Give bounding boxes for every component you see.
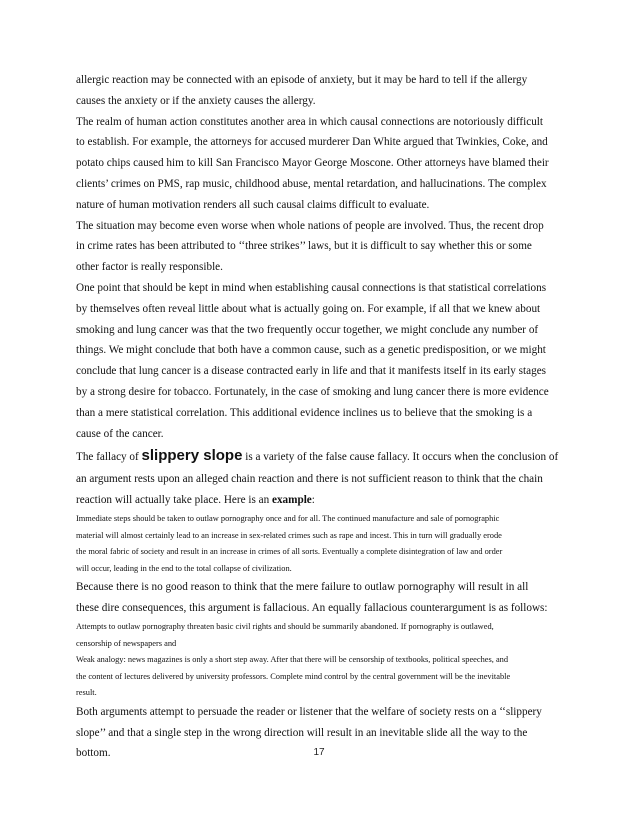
paragraph-fallacious — [76, 577, 568, 619]
text-line: causes the anxiety or if the anxiety causes the allergy. — [76, 94, 316, 107]
paragraph-statistical-correlation — [76, 278, 568, 444]
paragraph-human-action — [76, 112, 568, 216]
paragraph-nations — [76, 216, 568, 278]
text-line — [76, 490, 568, 511]
example-quote-pornography — [76, 511, 568, 577]
text-line: by a strong desire for tobacco. Fortunately, in the case of smoking and lung cancer there is more evidence — [76, 385, 549, 398]
text-line: Because there is no good reason to think that the mere failure to outlaw pornography will result in all — [76, 581, 529, 594]
text-line: censorship of newspapers and — [76, 638, 177, 648]
text-line: Weak analogy: news magazines is only a short step away. After that there will be censorship of textbooks, political speeches, and — [76, 655, 509, 665]
text-line: The realm of human action constitutes another area in which causal connections are notoriously difficult — [76, 115, 544, 128]
text-line: in crime rates has been attributed to ‘‘three strikes’’ laws, but it is difficult to say whether this or some — [76, 240, 532, 253]
text-line: material will almost certainly lead to an increase in sex-related crimes such as rape and incest. This in turn will gradually erode — [76, 530, 502, 540]
text-line: One point that should be kept in mind when establishing causal connections is that statistical correlations — [76, 281, 547, 294]
paragraph-allergy — [76, 70, 568, 112]
term-slippery-slope: slippery slope — [141, 447, 243, 465]
text-line: smoking and lung cancer was that the two frequently occur together, we might conclude any number of — [76, 323, 539, 336]
text-line: result. — [76, 688, 97, 698]
text-line: things. We might conclude that both have a common cause, such as a genetic predisposition, or we might — [76, 344, 546, 357]
text-line: potato chips caused him to kill San Francisco Mayor George Moscone. Other attorneys have blamed their — [76, 157, 549, 170]
text-line: allergic reaction may be connected with an episode of anxiety, but it may be hard to tell if the allergy — [76, 74, 528, 86]
text-line: will occur, leading in the end to the total collapse of civilization. — [76, 563, 292, 573]
text-line: Immediate steps should be taken to outlaw pornography once and for all. The continued manufacture and sale of pornographic — [76, 513, 500, 523]
text-span: is a variety of the false cause fallacy. It occurs when the conclusion of — [242, 451, 559, 464]
text-line: other factor is really responsible. — [76, 261, 223, 274]
term-example: example — [272, 494, 312, 507]
page-number: 17 — [313, 747, 325, 758]
text-line: The situation may become even worse when whole nations of people are involved. Thus, the recent drop — [76, 219, 544, 232]
text-line: clients’ crimes on PMS, rap music, childhood abuse, mental retardation, and hallucinations. The complex — [76, 177, 547, 190]
text-span: The fallacy of — [76, 451, 142, 464]
text-line: by themselves often reveal little about what is actually going on. For example, if all that we knew about — [76, 302, 541, 315]
text-line: slope’’ and that a single step in the wrong direction will result in an inevitable slide all the way to the — [76, 726, 528, 739]
text-line: Attempts to outlaw pornography threaten basic civil rights and should be summarily abandoned. If pornography is outlawed, — [76, 621, 494, 631]
text-line: these dire consequences, this argument is fallacious. An equally fallacious counterargument is as follows: — [76, 602, 548, 615]
paragraph-slippery-slope — [76, 444, 568, 511]
text-line — [76, 444, 568, 469]
text-line: bottom. — [76, 747, 111, 760]
text-line: to establish. For example, the attorneys for accused murderer Dan White argued that Twinkies, Coke, and — [76, 136, 548, 149]
text-span: reaction will actually take place. Here is an — [76, 494, 272, 507]
document-page — [76, 70, 568, 764]
text-line: the content of lectures delivered by university professors. Complete mind control by the central government will be the inevitable — [76, 671, 511, 681]
text-line: conclude that lung cancer is a disease contracted early in life and that it manifests itself in its early stages — [76, 365, 547, 378]
text-line: Both arguments attempt to persuade the reader or listener that the welfare of society rests on a ‘‘slippery — [76, 705, 542, 718]
text-line: an argument rests upon an alleged chain reaction and there is not sufficient reason to think that the chain — [76, 473, 543, 486]
text-line: than a mere statistical correlation. This additional evidence inclines us to believe that the smoking is a — [76, 406, 533, 419]
text-span: : — [311, 494, 315, 507]
text-line: the moral fabric of society and result in an increase in crimes of all sorts. Eventually a complete disintegration of law and order — [76, 547, 503, 557]
text-line: nature of human motivation renders all such causal claims difficult to evaluate. — [76, 198, 430, 211]
example-quote-counterargument — [76, 619, 568, 702]
text-line: cause of the cancer. — [76, 427, 164, 440]
